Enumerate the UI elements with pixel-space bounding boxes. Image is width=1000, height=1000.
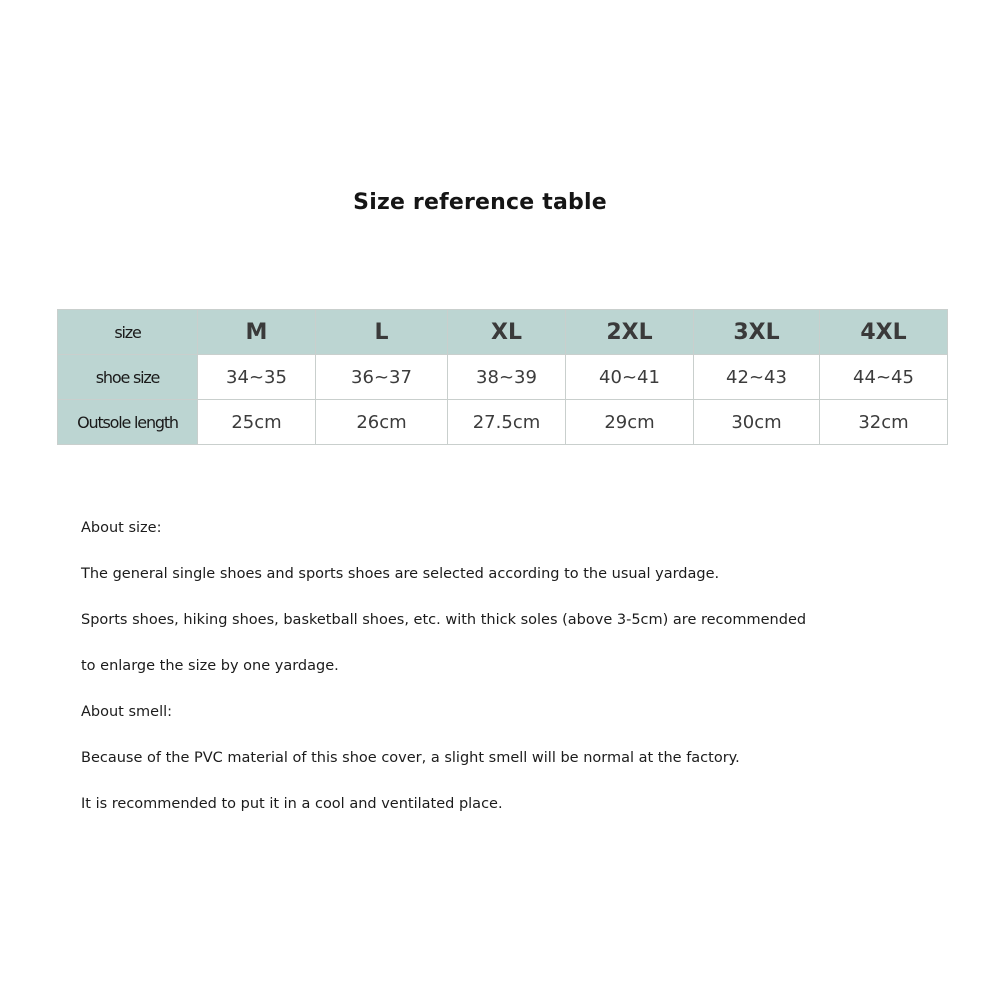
note-line: Because of the PVC material of this shoe cover, a slight smell will be normal at the factory. <box>81 750 740 766</box>
table-cell: 44~45 <box>820 355 948 400</box>
table-cell: 34~35 <box>198 355 316 400</box>
size-reference-table <box>57 309 948 445</box>
table-cell: 38~39 <box>448 355 566 400</box>
table-cell: 29cm <box>566 400 694 445</box>
note-line: The general single shoes and sports shoes are selected according to the usual yardage. <box>81 566 720 582</box>
row-label-cell: shoe size <box>58 355 198 400</box>
size-header-cell: 2XL <box>566 310 694 355</box>
note-line: to enlarge the size by one yardage. <box>81 658 339 674</box>
row-label-cell: Outsole length <box>58 400 198 445</box>
size-header-cell: XL <box>448 310 566 355</box>
table-cell: 25cm <box>198 400 316 445</box>
note-heading-smell: About smell: <box>81 704 173 720</box>
table-cell: 36~37 <box>316 355 448 400</box>
size-header-cell: 4XL <box>820 310 948 355</box>
table-cell: 32cm <box>820 400 948 445</box>
table-cell: 30cm <box>694 400 820 445</box>
table-row-outsole-length <box>58 400 948 445</box>
size-header-cell: 3XL <box>694 310 820 355</box>
notes-section <box>81 505 961 827</box>
size-header-cell: L <box>316 310 448 355</box>
table-row-shoe-size <box>58 355 948 400</box>
note-line: It is recommended to put it in a cool and ventilated place. <box>81 796 503 812</box>
table-cell: 26cm <box>316 400 448 445</box>
header-label-cell: size <box>58 310 198 355</box>
table-header-row <box>58 310 948 355</box>
note-line: Sports shoes, hiking shoes, basketball shoes, etc. with thick soles (above 3-5cm) are recommended <box>81 612 807 628</box>
table-cell: 27.5cm <box>448 400 566 445</box>
size-header-cell: M <box>198 310 316 355</box>
table-cell: 42~43 <box>694 355 820 400</box>
table-cell: 40~41 <box>566 355 694 400</box>
note-heading-size: About size: <box>81 520 162 536</box>
page-title: Size reference table <box>353 190 607 215</box>
